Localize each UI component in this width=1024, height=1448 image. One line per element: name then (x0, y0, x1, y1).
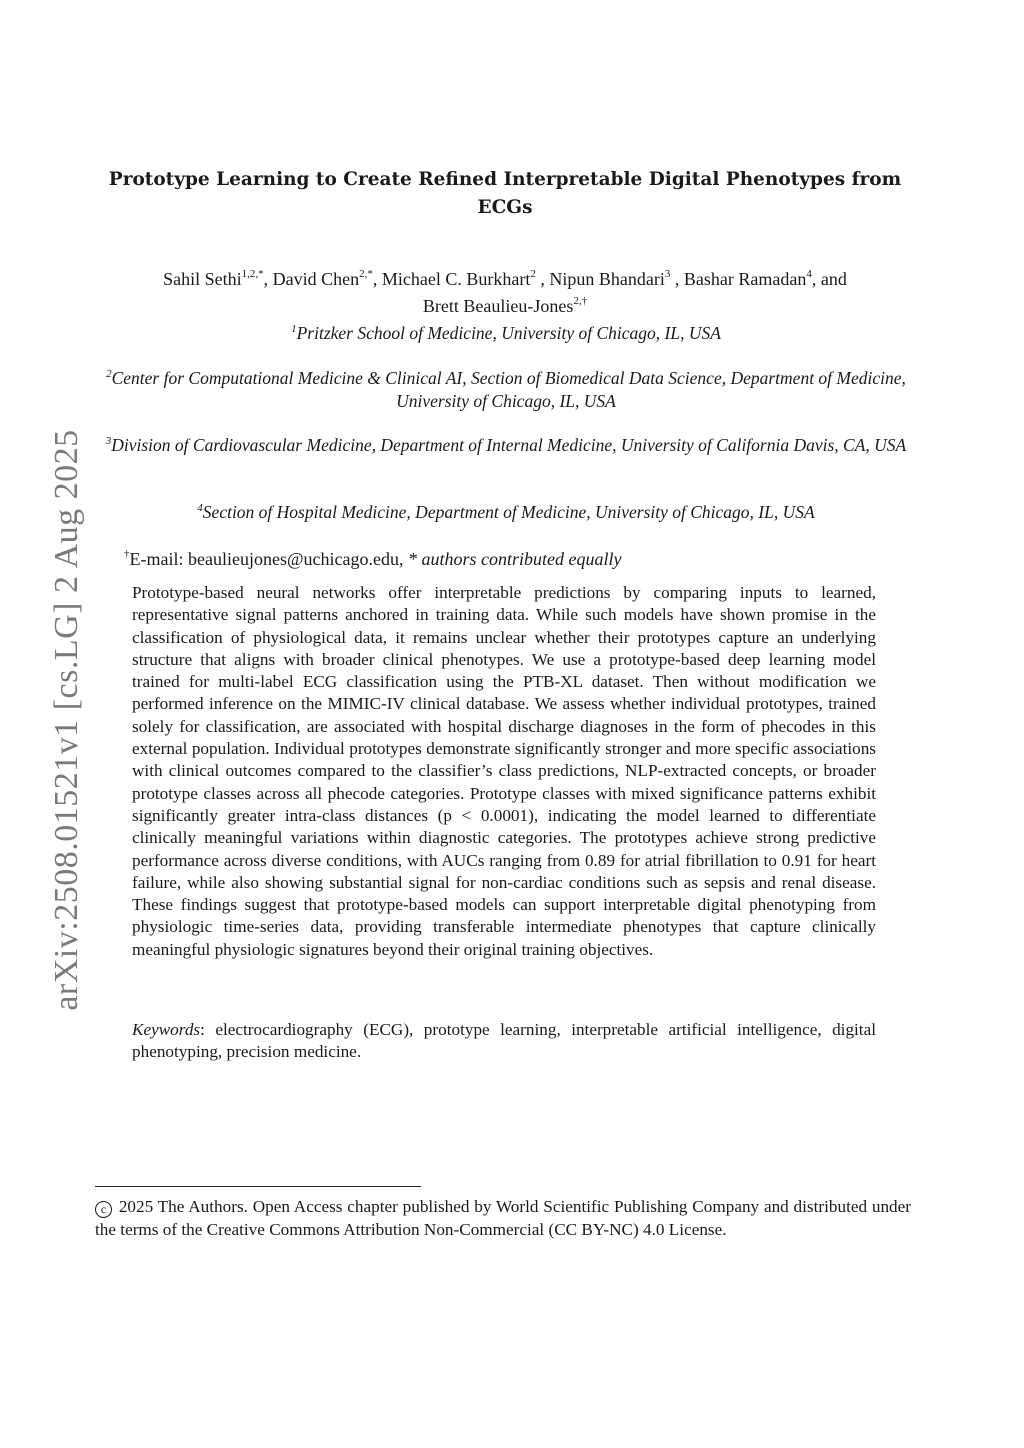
affiliation-number: 4 (197, 502, 203, 514)
author-affiliation-marker: 2 (530, 268, 536, 280)
affiliation-number: 1 (291, 323, 297, 335)
author-name: Michael C. Burkhart (381, 269, 531, 289)
equal-contribution-note: * authors contributed equally (407, 549, 622, 569)
affiliation-1 (96, 322, 916, 345)
dagger-marker: † (124, 548, 130, 560)
paper-title: Prototype Learning to Create Refined Interpretable Digital Phenotypes from ECGs (108, 169, 902, 218)
affiliation-number: 2 (106, 368, 112, 380)
affiliation-text: Center for Computational Medicine & Clinical AI, Section of Biomedical Data Science, Department of Medicine, University of Chicago, IL, USA (111, 368, 906, 411)
copyright-icon: c (95, 1201, 112, 1218)
affiliation-number: 3 (105, 435, 112, 447)
affiliation-text: Section of Hospital Medicine, Department of Medicine, University of Chicago, IL, USA (202, 502, 815, 522)
author-affiliation-marker: 4 (806, 268, 812, 280)
arxiv-identifier-stamp: arXiv:2508.01521v1 [cs.LG] 2 Aug 2025 (48, 429, 85, 1011)
affiliation-3 (96, 434, 916, 457)
affiliation-2 (96, 367, 916, 413)
abstract-text: Prototype-based neural networks offer interpretable predictions by comparing inputs to learned, representative signal patterns anchored in training data. While such models have shown promise in the classification of physiological data, it remains unclear whether their prototypes capture an underlying structure that aligns with broader clinical phenotypes. We use a prototype-based deep learning model trained for multi-label ECG classification using the PTB-XL dataset. Then without modification we performed inference on the MIMIC-IV clinical database. We assess whether individual prototypes, trained solely for classification, are associated with hospital discharge diagnoses in the form of phecodes in this external population. Individual prototypes demonstrate significantly stronger and more specific associations with clinical outcomes compared to the classifier’s class predictions, NLP-extracted concepts, or broader prototype classes across all phecode categories. Prototype classes with mixed significance patterns exhibit significantly greater intra-class distances (p < 0.0001), indicating the model learned to differentiate clinically meaningful variations within diagnostic categories. The prototypes achieve strong predictive performance across diverse conditions, with AUCs ranging from 0.89 for atrial fibrillation to 0.91 for heart failure, while also showing substantial signal for non-cardiac conditions such as sepsis and renal disease. These findings suggest that prototype-based models can support interpretable digital phenotyping from physiologic time-series data, providing transferable intermediate phenotypes that capture clinically meaningful physiologic signatures beyond their original training objectives. (132, 583, 876, 959)
author-name: David Chen (272, 269, 360, 289)
keywords-paragraph (132, 1019, 876, 1064)
author-affiliation-marker: 2,† (573, 295, 588, 307)
affiliation-text: Division of Cardiovascular Medicine, Department of Internal Medicine, University of California Davis, CA, USA (111, 435, 907, 455)
affiliation-4 (96, 501, 916, 524)
author-conjunction: and (820, 269, 847, 289)
author-affiliation-marker: 1,2,* (241, 268, 264, 280)
contact-line (124, 547, 621, 571)
keywords-list: : electrocardiography (ECG), prototype learning, interpretable artificial intelligence, digital phenotyping, precision medicine. (132, 1020, 876, 1062)
email-address[interactable]: E-mail: beaulieujones@uchicago.edu, (129, 549, 404, 569)
author-name: Sahil Sethi (163, 269, 242, 289)
affiliation-text: Pritzker School of Medicine, University of Chicago, IL, USA (296, 323, 721, 343)
footnote-divider (95, 1186, 421, 1187)
author-affiliation-marker: 2,* (359, 268, 373, 280)
copyright-text: 2025 The Authors. Open Access chapter published by World Scientific Publishing Company and distributed under the terms of the Creative Commons Attribution Non-Commercial (CC BY-NC) 4.0 License. (95, 1197, 912, 1239)
copyright-footnote (95, 1196, 911, 1241)
author-affiliation-marker: 3 (664, 268, 671, 280)
author-list: Sahil Sethi$^{1,2,*}$, David Chen$^{2,*}$, Michael C. Burkhart$^2$ , Nipun Bhandari$^3$ , Bashar Ramadan$^4$, and Brett Beaulieu-Jones$^{2,\dagger}$ (163, 268, 847, 316)
author-name: Nipun Bhandari (549, 269, 665, 289)
author-name: Bashar Ramadan (683, 269, 807, 289)
author-name: Brett Beaulieu-Jones (422, 296, 574, 316)
keywords-label: Keywords (132, 1020, 201, 1039)
